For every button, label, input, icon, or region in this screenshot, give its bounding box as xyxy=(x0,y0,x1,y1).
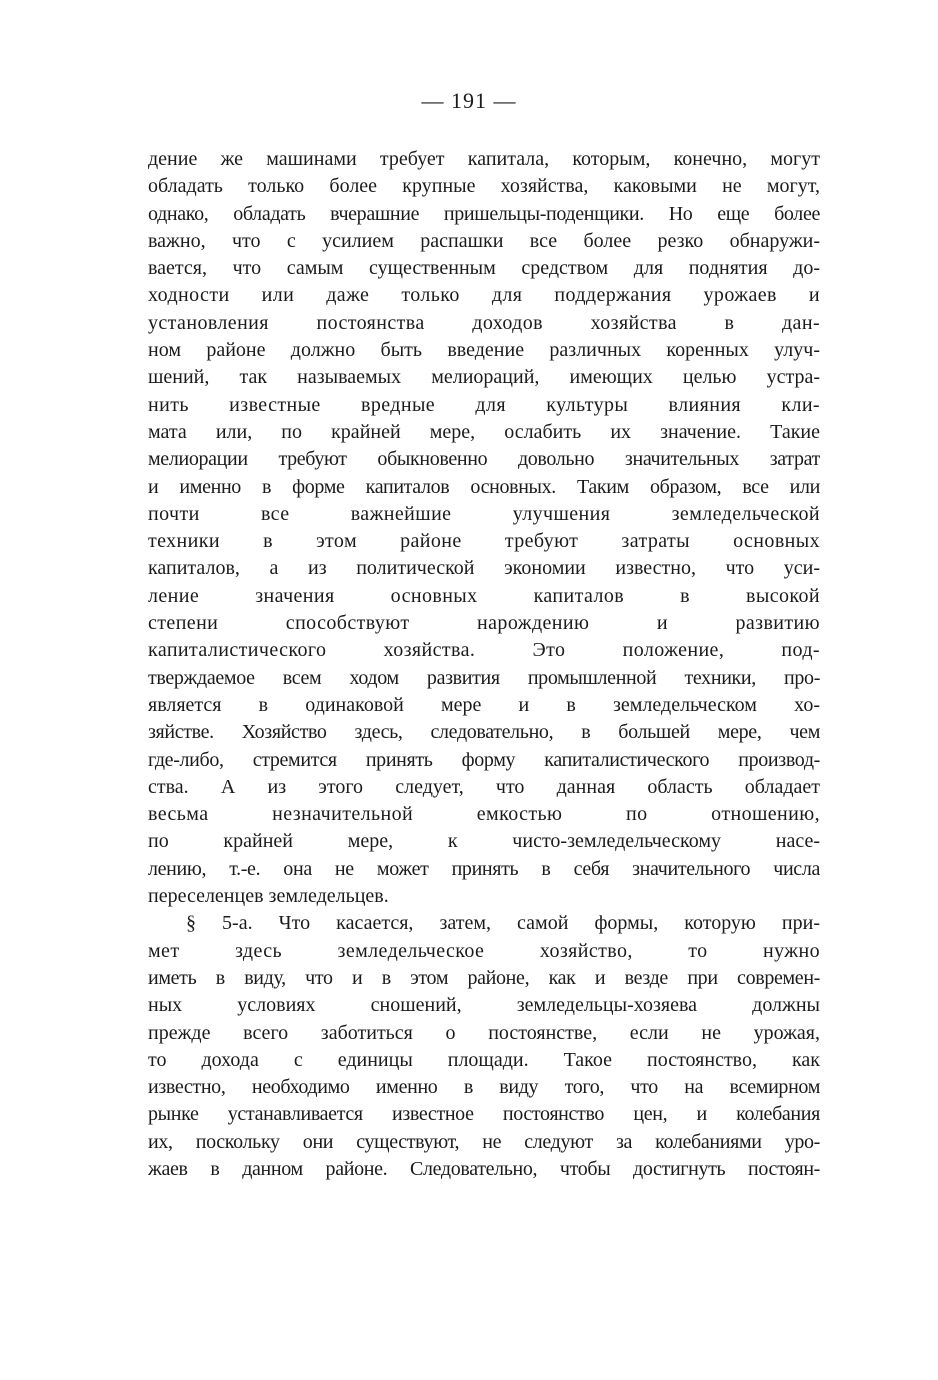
text-line: где-либо, стремится принять форму капиталистического производ- xyxy=(148,748,820,771)
text-line: прежде всего заботиться о постоянстве, если не урожая, xyxy=(148,1021,820,1044)
text-line: жаев в данном районе. Следовательно, чтобы достигнуть постоян- xyxy=(148,1157,820,1180)
text-line: обладать только более крупные хозяйства, каковыми не могут, xyxy=(148,175,820,198)
text-line: является в одинаковой мере и в земледельческом хо- xyxy=(148,693,820,716)
text-line: ных условиях сношений, земледельцы-хозяева должны xyxy=(148,994,820,1017)
text-line: мет здесь земледельческое хозяйство, то нужно xyxy=(148,939,820,962)
text-line: капиталистического хозяйства. Это положение, под- xyxy=(148,639,820,662)
text-line: по крайней мере, к чисто-земледельческому насе- xyxy=(148,830,820,853)
text-line: ства. А из этого следует, что данная область обладает xyxy=(148,775,820,798)
text-line: ном районе должно быть введение различных коренных улуч- xyxy=(148,339,820,362)
text-line: техники в этом районе требуют затраты основных xyxy=(148,530,820,553)
text-line: почти все важнейшие улучшения земледельческой xyxy=(148,502,820,525)
body-text xyxy=(148,146,820,1183)
text-line: известно, необходимо именно в виду того, что на всемирном xyxy=(148,1076,820,1099)
text-line: и именно в форме капиталов основных. Таким образом, все или xyxy=(148,475,820,498)
text-line: § 5-а. Что касается, затем, самой формы, которую при- xyxy=(186,912,820,935)
text-line: тверждаемое всем ходом развития промышленной техники, про- xyxy=(148,666,820,689)
text-line: капиталов, а из политической экономии известно, что уси- xyxy=(148,557,820,580)
text-line: мата или, по крайней мере, ослабить их значение. Такие xyxy=(148,420,820,443)
text-line: степени способствуют нарождению и развитию xyxy=(148,612,820,635)
text-line: нить известные вредные для культуры влияния кли- xyxy=(148,393,820,416)
text-line: то дохода с единицы площади. Такое постоянство, как xyxy=(148,1048,820,1071)
text-line: вается, что самым существенным средством для поднятия до- xyxy=(148,257,820,280)
text-line: однако, обладать вчерашние пришельцы-поденщики. Но еще более xyxy=(148,202,820,225)
text-line: иметь в виду, что и в этом районе, как и везде при современ- xyxy=(148,966,820,989)
text-line: переселенцев земледельцев. xyxy=(148,885,389,908)
text-line: рынке устанавливается известное постоянство цен, и колебания xyxy=(148,1103,820,1126)
text-line: мелиорации требуют обыкновенно довольно значительных затрат xyxy=(148,448,820,471)
text-line: лению, т.-е. она не может принять в себя значительного числа xyxy=(148,857,820,880)
text-line: важно, что с усилием распашки все более резко обнаружи- xyxy=(148,229,820,252)
text-line: ходности или даже только для поддержания урожаев и xyxy=(148,284,820,307)
text-line: их, поскольку они существуют, не следуют за колебаниями уро- xyxy=(148,1130,820,1153)
text-line: ление значения основных капиталов в высокой xyxy=(148,584,820,607)
text-line: зяйстве. Хозяйство здесь, следовательно, в большей мере, чем xyxy=(148,721,820,744)
text-line: шений, так называемых мелиораций, имеющих целью устра- xyxy=(148,366,820,389)
text-line: установления постоянства доходов хозяйства в дан- xyxy=(148,311,820,334)
text-line: весьма незначительной емкостью по отношению, xyxy=(148,803,820,826)
page-number: — 191 — xyxy=(421,88,517,113)
text-line: дение же машинами требует капитала, которым, конечно, могут xyxy=(148,148,820,170)
